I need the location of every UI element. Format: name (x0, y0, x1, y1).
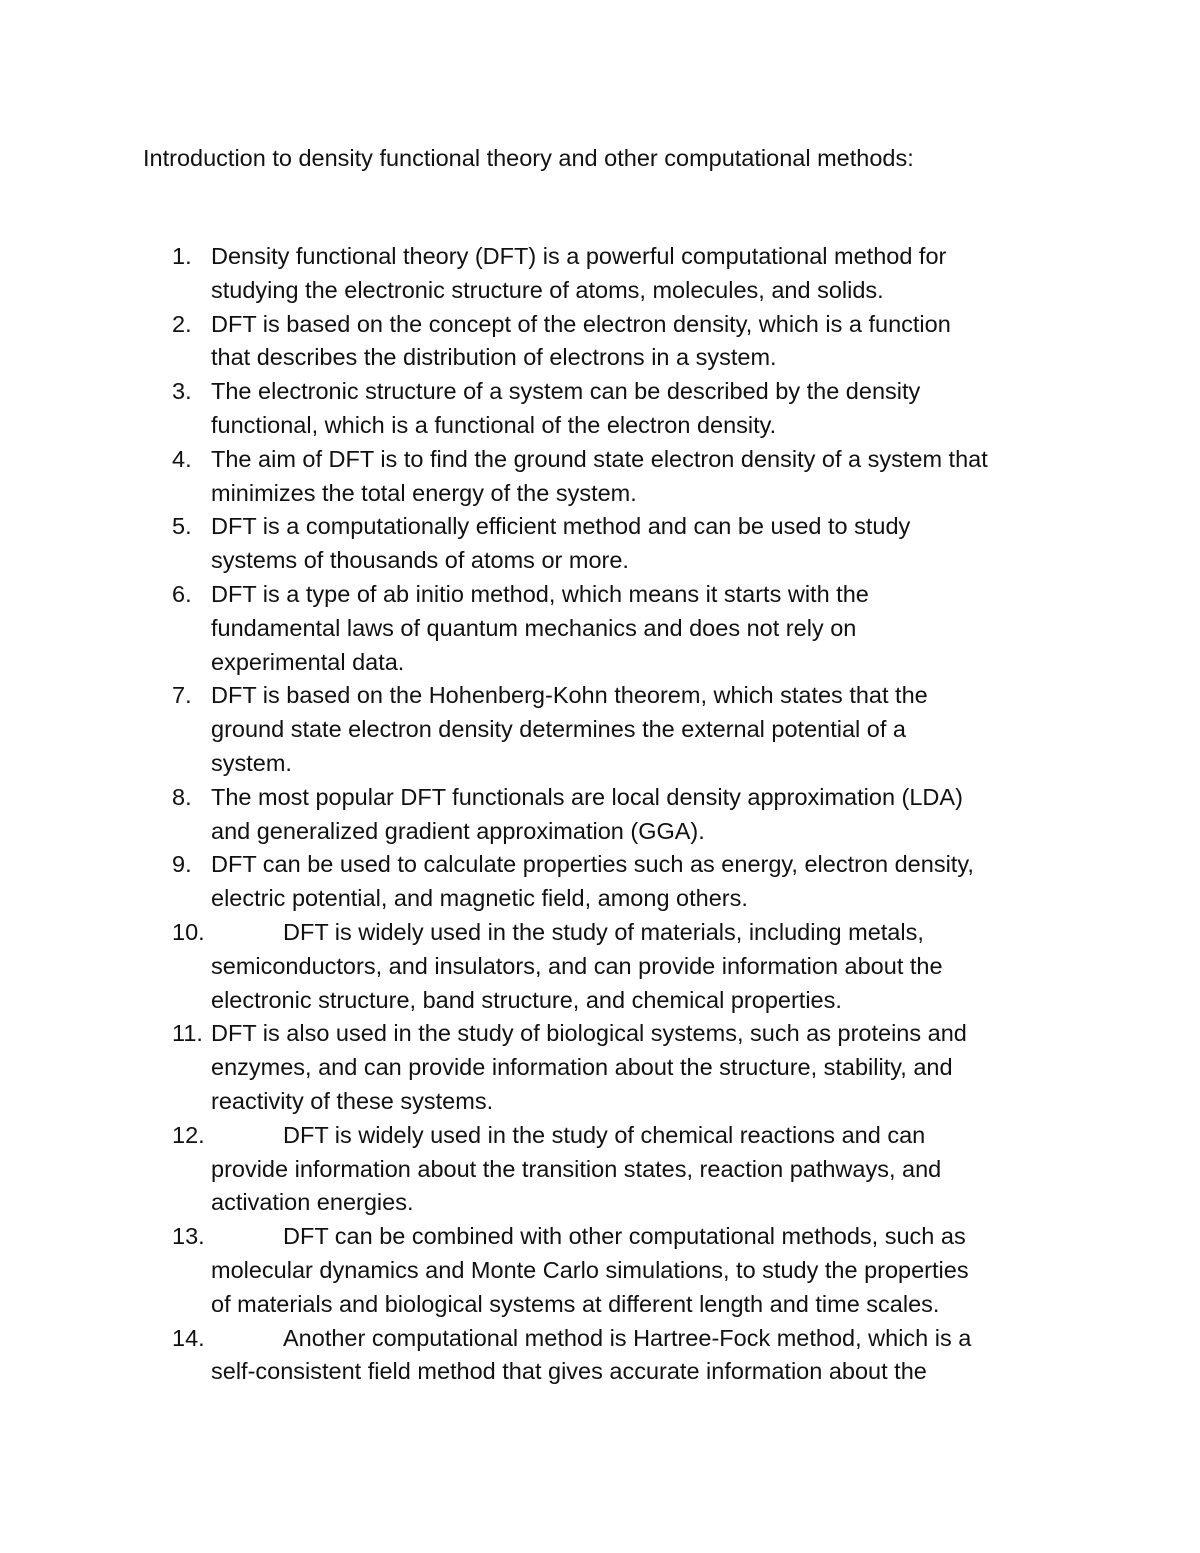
numbered-list (0, 240, 1200, 1389)
list-item-line: activation energies. (211, 1189, 414, 1216)
list-item-text (211, 781, 1071, 849)
list-item-line: and generalized gradient approximation (GGA). (211, 817, 705, 844)
list-item-line: fundamental laws of quantum mechanics and does not rely on (211, 614, 857, 641)
list-item-line: systems of thousands of atoms or more. (211, 547, 629, 574)
list-item-line: molecular dynamics and Monte Carlo simulations, to study the properties (211, 1256, 969, 1283)
list-item-number: 10. (172, 918, 205, 945)
list-item (0, 1322, 1200, 1390)
list-item-text (211, 1017, 1071, 1118)
list-item-line: The electronic structure of a system can be described by the density (211, 378, 921, 405)
list-item-line: reactivity of these systems. (211, 1087, 494, 1114)
list-item-number: 8. (172, 783, 192, 810)
list-item-line: minimizes the total energy of the system. (211, 479, 637, 506)
list-item-text (211, 578, 1071, 679)
list-item-number: 2. (172, 310, 192, 337)
list-item-number: 3. (172, 378, 192, 405)
list-item-text (211, 375, 1071, 443)
list-item-text (211, 443, 1071, 511)
list-item-text (211, 240, 1071, 308)
document-title: Introduction to density functional theory and other computational methods: (143, 145, 914, 171)
list-item-number: 1. (172, 243, 192, 269)
list-item-line: electronic structure, band structure, and chemical properties. (211, 986, 842, 1013)
list-item-line: DFT is based on the Hohenberg-Kohn theorem, which states that the (211, 682, 928, 709)
list-item (0, 443, 1200, 511)
list-item-line: DFT can be combined with other computational methods, such as (283, 1223, 966, 1250)
list-item (0, 1220, 1200, 1321)
list-item-line: system. (211, 749, 292, 776)
list-item-line: self-consistent field method that gives accurate information about the (211, 1358, 927, 1385)
list-item-line: DFT is widely used in the study of materials, including metals, (283, 918, 924, 945)
list-item-line: The aim of DFT is to find the ground state electron density of a system that (211, 445, 988, 472)
list-item-line: functional, which is a functional of the electron density. (211, 411, 777, 438)
list-item-line: semiconductors, and insulators, and can provide information about the (211, 952, 943, 979)
list-item-number: 4. (172, 445, 192, 472)
list-item (0, 1017, 1200, 1118)
list-item-line: electric potential, and magnetic field, among others. (211, 885, 748, 912)
list-item-line: Another computational method is Hartree-Fock method, which is a (283, 1324, 972, 1351)
list-item-number: 11. (172, 1020, 203, 1047)
list-item-line: DFT can be used to calculate properties such as energy, electron density, (211, 851, 974, 878)
list-item-number: 6. (172, 580, 192, 607)
list-item (0, 240, 1200, 308)
list-item (0, 510, 1200, 578)
list-item-text (211, 308, 1071, 376)
list-item-line: DFT is a computationally efficient method and can be used to study (211, 513, 911, 540)
list-item-line: DFT is a type of ab initio method, which means it starts with the (211, 580, 869, 607)
list-item-number: 9. (172, 851, 192, 878)
list-item-line: enzymes, and can provide information about the structure, stability, and (211, 1054, 953, 1081)
list-item-line: provide information about the transition states, reaction pathways, and (211, 1155, 942, 1182)
list-item-line: that describes the distribution of electrons in a system. (211, 344, 777, 371)
list-item (0, 308, 1200, 376)
list-item (0, 375, 1200, 443)
list-item-line: ground state electron density determines the external potential of a (211, 716, 906, 743)
list-item-text (211, 916, 1071, 1017)
list-item-number: 7. (172, 682, 192, 709)
list-item-text (211, 1220, 1071, 1321)
list-item-text (211, 679, 1071, 780)
list-item-text (211, 848, 1071, 916)
list-item-number: 13. (172, 1223, 205, 1250)
list-item-number: 12. (172, 1121, 205, 1148)
list-item-line: DFT is based on the concept of the electron density, which is a function (211, 310, 951, 337)
list-item (0, 916, 1200, 1017)
list-item-line: experimental data. (211, 648, 405, 675)
list-item-text (211, 1322, 1071, 1390)
list-item-number: 5. (172, 513, 192, 540)
list-item (0, 679, 1200, 780)
list-item-number: 14. (172, 1324, 205, 1351)
list-item-text (211, 510, 1071, 578)
list-item (0, 848, 1200, 916)
list-item (0, 781, 1200, 849)
list-item-text (211, 1119, 1071, 1220)
list-item (0, 578, 1200, 679)
list-item (0, 1119, 1200, 1220)
list-item-line: The most popular DFT functionals are local density approximation (LDA) (211, 783, 963, 810)
list-item-line: DFT is widely used in the study of chemical reactions and can (283, 1121, 926, 1148)
list-item-line: Density functional theory (DFT) is a powerful computational method for (211, 243, 947, 269)
list-item-line: studying the electronic structure of atoms, molecules, and solids. (211, 276, 884, 303)
list-item-line: of materials and biological systems at different length and time scales. (211, 1290, 940, 1317)
list-item-line: DFT is also used in the study of biological systems, such as proteins and (211, 1020, 967, 1047)
